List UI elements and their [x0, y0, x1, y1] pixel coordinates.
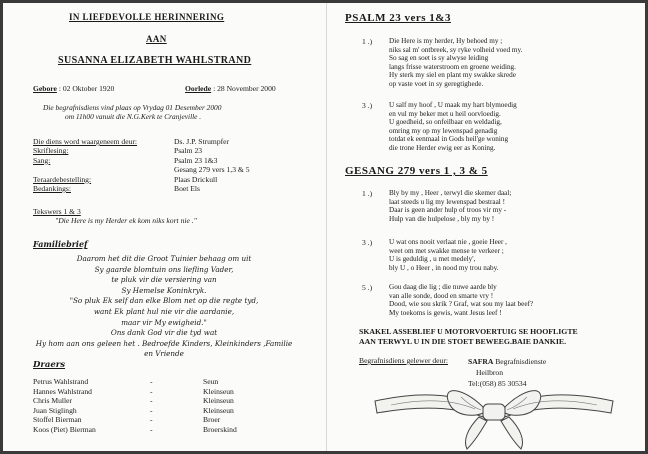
program-label: Bedankings: — [33, 184, 71, 194]
family-letter — [33, 254, 295, 360]
program-values — [174, 137, 250, 193]
verse-number: 5 .) — [362, 283, 373, 292]
bearer-relation: Kleinseun — [203, 405, 234, 415]
program-value: Gesang 279 vers 1,3 & 5 — [174, 165, 250, 175]
verse-text: Gou daag die lig ; die nuwe aarde bly van alle sonde, dood en smarte vry ! Dood, wie sou skrik ? Graf, wat sou my laat beef? My toekoms is gewis, want Jesus leef ! — [389, 283, 534, 317]
program-label: Teraardebestelling: — [33, 174, 92, 184]
notice — [359, 327, 578, 347]
bearer-relation: Broer — [203, 415, 221, 425]
program-value: Psalm 23 1&3 — [174, 155, 218, 165]
verse-text: Bly by my , Heer , terwyl die skemer daal; laat steeds u lig my lewenspad bestraal ! Daar is geen ander hulp of troos vir my - Hulp van die hulpelose , bly my by ! — [389, 189, 512, 223]
bearer-dash: - — [150, 377, 153, 386]
aan-label: AAN — [146, 34, 167, 44]
undertaker-name: Begrafnisdienste — [495, 357, 547, 366]
bearer-dash: - — [150, 386, 153, 396]
family-letter-line: Sy Hemelse Koninkryk. — [121, 285, 207, 295]
bearer-names — [33, 377, 96, 435]
family-letter-heading: Familiebrief — [33, 239, 88, 249]
texts-quote: "Die Here is my Herder ek kom niks kort nie ." — [55, 216, 197, 225]
memorial-heading: IN LIEFDEVOLLE HERINNERING — [69, 12, 225, 22]
verse-text: Die Here is my herder, Hy behoed my ; niks sal m' ontbreek, sy ryke volheid voed my. So sag en soet is sy alwyse leiding langs frisse waterstroom en groene weiding. Hy sterk my siel en plant my swakke skrede op vaste voet in sy geregtighede. — [389, 37, 523, 88]
program-value: Boet Els — [174, 184, 200, 194]
born-date: : 02 Oktober 1920 — [58, 84, 115, 93]
undertaker-row — [359, 356, 448, 365]
program-value: Plaas Drickull — [174, 174, 218, 184]
born-row — [33, 84, 114, 93]
died-date: : 28 November 2000 — [213, 84, 276, 93]
family-letter-line: Ons dank God vir die tyd wat — [110, 328, 218, 338]
bearer-name: Chris Muller — [33, 396, 73, 406]
bearers-heading: Draers — [33, 360, 66, 370]
died-label: Oorlede — [185, 84, 212, 93]
program-value: Psalm 23 — [174, 146, 203, 156]
verse-number: 3 .) — [362, 101, 373, 110]
bearer-relation: Kleinseun — [203, 396, 234, 406]
bearer-relation: Kleinseun — [203, 386, 234, 396]
family-letter-line: want Ek plant hul nie vir die aardanie, — [93, 306, 235, 316]
memorial-program-sheet — [3, 3, 645, 451]
service-line-1: Die begrafnisdiens vind plaas op Vrydag 01 Desember 2000 — [43, 103, 222, 112]
bearer-name: Stoffel Bierman — [33, 415, 82, 425]
bearer-relation: Seun — [203, 377, 219, 386]
bearer-dash: - — [150, 396, 153, 406]
notice-line: SKAKEL ASSEBLIEF U MOTORVOERTUIG SE HOOFLIGTE — [359, 327, 578, 336]
program-value: Ds. J.P. Strumpfer — [174, 137, 230, 146]
program-label: Sang: — [33, 155, 51, 165]
undertaker-label: Begrafnisdiens gelewer deur: — [359, 356, 448, 365]
psalm-heading: PSALM 23 vers 1&3 — [345, 12, 451, 24]
bearer-name: Hannes Wahlstrand — [33, 386, 92, 396]
bearer-dash: - — [150, 415, 153, 425]
family-letter-line: maar vir My ewigheid." — [121, 317, 207, 327]
program-label: Die diens word waargeneem deur: — [33, 137, 138, 146]
verse-number: 1 .) — [362, 189, 373, 198]
bearer-name: Koos (Piet) Bierman — [33, 424, 96, 434]
family-letter-line: "So pluk Ek self dan elke Blom net op die regte tyd, — [69, 296, 259, 306]
ribbon-bow-icon — [371, 383, 617, 451]
bearer-dashes — [150, 377, 153, 435]
program-labels — [33, 137, 137, 193]
family-letter-line: Sy gaarde blomtuin ons liefling Vader, — [94, 264, 234, 274]
died-row — [185, 84, 276, 93]
family-letter-line: te pluk vir die versiering van — [111, 275, 217, 285]
bearer-dash: - — [150, 424, 153, 434]
verse-number: 1 .) — [362, 37, 373, 46]
bearer-dash: - — [150, 405, 153, 415]
verse-text: U wat ons nooit verlaat nie , goeie Heer , weet om met swakke mense te verkeer ; U is geduldig , u met medely', bly U , o Heer , in nood my trou naby. — [389, 238, 507, 272]
program-label: Skriflesing: — [33, 146, 69, 156]
bearer-relation: Broerskind — [203, 424, 237, 434]
bearer-relations — [203, 377, 237, 435]
bearer-name: Petrus Wahlstrand — [33, 377, 89, 386]
deceased-name: SUSANNA ELIZABETH WAHLSTRAND — [58, 55, 252, 66]
hymn-heading: GESANG 279 vers 1 , 3 & 5 — [345, 165, 488, 177]
service-line-2: om 11h00 vanuit die N.G.Kerk te Cranjeville . — [65, 112, 202, 121]
undertaker-brand: SAFRA — [468, 357, 494, 366]
born-label: Gebore — [33, 84, 57, 93]
notice-line: AAN TERWYL U IN DIE STOET BEWEEG.BAIE DANKIE. — [359, 337, 567, 346]
bearer-name: Juan Stiglingh — [33, 405, 77, 415]
undertaker-town: Heilbron — [476, 368, 503, 377]
verse-text: U salf my hoof , U maak my hart blymoedig en vul my beker met u heil oorvloedig. U goedheid, so onfeilbaar en weldadig, omring my op my lewenspad genadig totdat ek eenmaal in Gods heil'ge woning die trone Herder ewig eer as Koning. — [389, 101, 517, 152]
family-letter-line: Daarom het dit die Groot Tuinier behaag om uit — [76, 254, 252, 263]
family-letter-line: Hy hom aan ons geleen het . Bedroefde Kinders, Kleinkinders ,Familie en Vriende — [35, 338, 293, 359]
verse-number: 3 .) — [362, 238, 373, 247]
undertaker-tel: Tel:(058) 85 30534 — [468, 379, 527, 388]
texts-label: Tekswers 1 & 3 — [33, 207, 81, 216]
page-fold — [326, 3, 327, 451]
